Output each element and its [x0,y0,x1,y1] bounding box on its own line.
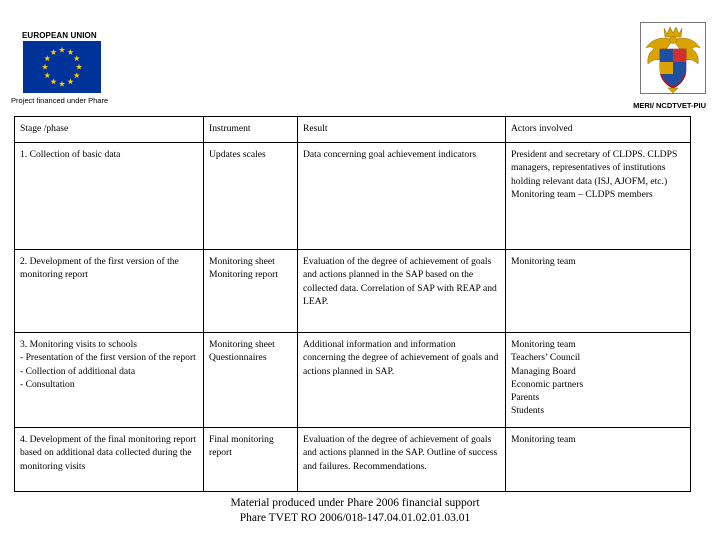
eu-flag-icon [23,41,101,93]
cell-stage: 3. Monitoring visits to schools - Presentation of the first version of the report - Collection of additional data - Consultation [15,333,204,428]
column-header-stage: Stage /phase [15,117,204,143]
table-header-row [15,117,691,143]
cell-instrument: Monitoring sheet Questionnaires [204,333,298,428]
cell-stage: 2. Development of the first version of the monitoring report [15,250,204,333]
cell-result: Data concerning goal achievement indicators [298,143,506,250]
cell-result: Evaluation of the degree of achievement of goals and actions planned in the SAP based on the collected data. Correlation of SAP with REAP and LEAP. [298,250,506,333]
footer [180,496,530,526]
cell-result: Evaluation of the degree of achievement of goals and actions planned in the SAP. Outline of success and failures. Recommendations. [298,428,506,492]
romania-coat-of-arms-icon [640,22,706,94]
table-row [15,143,691,250]
column-header-result: Result [298,117,506,143]
cell-result: Additional information and information concerning the degree of achievement of goals and actions planned in SAP. [298,333,506,428]
cell-stage: 4. Development of the final monitoring report based on additional data collected during the monitoring visits [15,428,204,492]
table-row [15,250,691,333]
footer-project-code: Phare TVET RO 2006/018-147.04.01.02.01.03.01 [239,512,471,524]
cell-actors: Monitoring team [506,428,691,492]
cell-actors: Monitoring team Teachers’ Council Managing Board Economic partners Parents Students [506,333,691,428]
table-row [15,333,691,428]
project-financed-label: Project financed under Phare [11,96,109,105]
eu-label: EUROPEAN UNION [22,31,97,40]
footer-funding-line: Material produced under Phare 2006 financial support [230,497,480,509]
cell-actors: Monitoring team [506,250,691,333]
cell-actors: President and secretary of CLDPS. CLDPS managers, representatives of institutions holding relevant data (ISJ, AJOFM, etc.) Monitoring team – CLDPS members [506,143,691,250]
monitoring-table [14,116,691,492]
cell-instrument: Final monitoring report [204,428,298,492]
table-row [15,428,691,492]
cell-stage: 1. Collection of basic data [15,143,204,250]
cell-instrument: Updates scales [204,143,298,250]
cell-instrument: Monitoring sheet Monitoring report [204,250,298,333]
agency-label: MERI/ NCDTVET-PIU [633,101,706,110]
column-header-instrument: Instrument [204,117,298,143]
column-header-actors: Actors involved [506,117,691,143]
